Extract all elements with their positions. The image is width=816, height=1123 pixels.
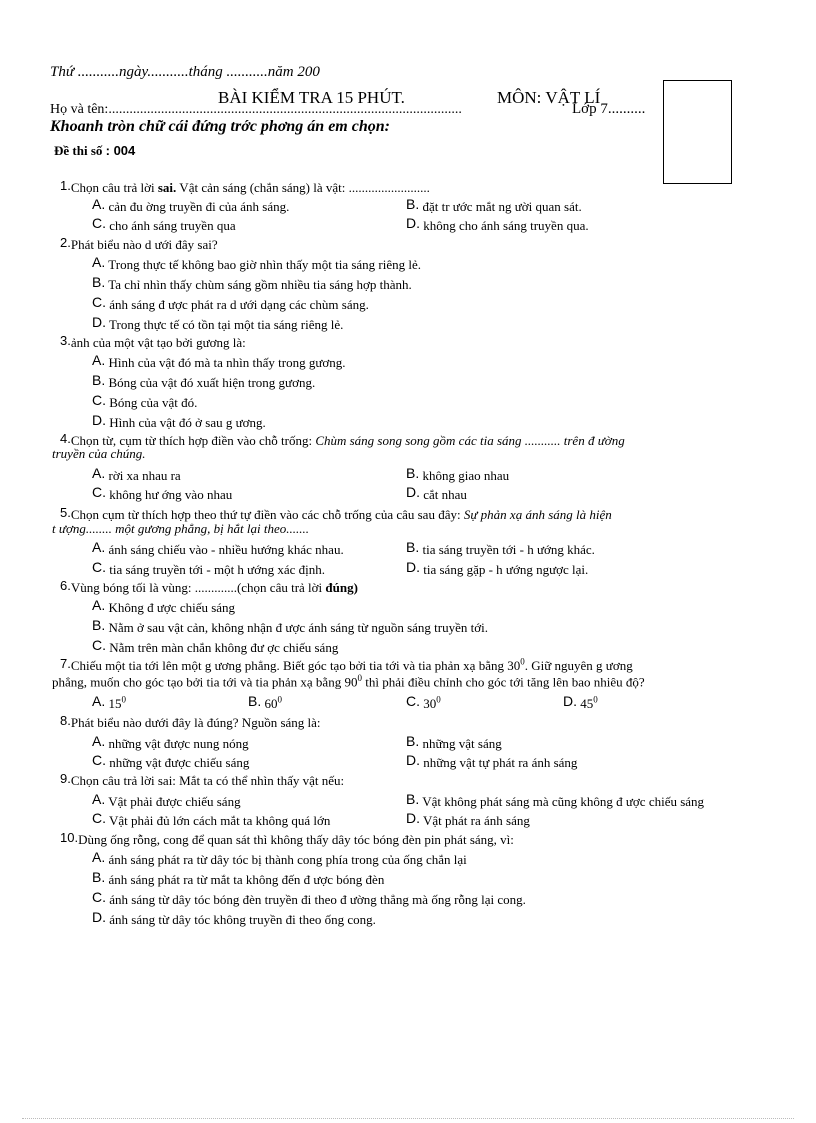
question-5-cont: t ượng........ một gương phẳng, bị hắt lại theo....... [52, 521, 309, 536]
q2-option-c[interactable]: C. ánh sáng đ ược phát ra d ưới dạng các chùm sáng. [92, 294, 369, 312]
exam-code-value: : 004 [105, 143, 136, 158]
q9-option-a[interactable]: A. Vật phải được chiếu sáng [92, 791, 241, 809]
q2-option-d[interactable]: D. Trong thực tế có tồn tại một tia sáng riêng lẻ. [92, 314, 344, 332]
q7-option-d[interactable]: D. $45^0$ [563, 693, 598, 711]
q3-option-a[interactable]: A. Hình của vật đó mà ta nhìn thấy trong gương. [92, 352, 346, 370]
q1-option-d[interactable]: D. không cho ánh sáng truyền qua. [406, 215, 589, 233]
q6-option-c[interactable]: C. Nằm trên màn chắn không đư ợc chiếu sáng [92, 637, 339, 655]
q9-option-b[interactable]: B. Vật không phát sáng mà cũng không đ ược chiếu sáng [406, 791, 705, 809]
question-7-cont: phẳng, muốn cho góc tạo bởi tia tới và tia phản xạ bằng $90^0$ thì phải điều chỉnh cho góc tới tăng lên bao nhiêu độ? [52, 673, 645, 690]
page-bottom-rule [22, 1118, 794, 1119]
q8-option-a[interactable]: A. những vật được nung nóng [92, 733, 249, 751]
q2-option-b[interactable]: B. Ta chỉ nhìn thấy chùm sáng gồm nhiều tia sáng hợp thành. [92, 274, 412, 292]
q2-option-a[interactable]: A. Trong thực tế không bao giờ nhìn thấy một tia sáng riêng lẻ. [92, 254, 422, 272]
q5-option-b[interactable]: B. tia sáng truyền tới - h ướng khác. [406, 539, 595, 557]
question-10: 10.Dùng ống rỗng, cong để quan sát thì không thấy dây tóc bóng đèn pin phát sáng, vì: [60, 830, 514, 847]
exam-code-label: Đề thi số [54, 143, 103, 158]
question-1: 1.Chọn câu trả lời sai. Vật cản sáng (chắn sáng) là vật: ......................... [60, 178, 430, 195]
question-5: 5.Chọn cụm từ thích hợp theo thứ tự điền vào các chỗ trống của câu sau đây: Sự phản xạ ánh sáng là hiện [60, 505, 612, 522]
q3-option-c[interactable]: C. Bóng của vật đó. [92, 392, 198, 410]
question-4-cont: truyền của chúng. [52, 446, 146, 461]
question-2: 2.Phát biểu nào d ưới đây sai? [60, 235, 218, 252]
q5-option-d[interactable]: D. tia sáng gặp - h ướng ngược lại. [406, 559, 589, 577]
question-4: 4.Chọn từ, cụm từ thích hợp điền vào chỗ trống: Chùm sáng song song gồm các tia sáng ........... trên đ ường [60, 431, 625, 448]
q8-option-b[interactable]: B. những vật sáng [406, 733, 502, 751]
exam-code [54, 143, 135, 159]
q10-option-c[interactable]: C. ánh sáng từ dây tóc bóng đèn truyền đi theo đ ường thẳng mà ống rỗng lại cong. [92, 889, 526, 907]
question-9: 9.Chọn câu trả lời sai: Mắt ta có thể nhìn thấy vật nếu: [60, 771, 345, 788]
q9-option-d[interactable]: D. Vật phát ra ánh sáng [406, 810, 530, 828]
q8-option-c[interactable]: C. những vật được chiếu sáng [92, 752, 250, 770]
q7-option-c[interactable]: C. $30^0$ [406, 693, 441, 711]
q6-option-a[interactable]: A. Không đ ược chiếu sáng [92, 597, 236, 615]
q4-option-b[interactable]: B. không giao nhau [406, 465, 510, 483]
q6-option-b[interactable]: B. Nằm ở sau vật cản, không nhận đ ược ánh sáng từ nguồn sáng truyền tới. [92, 617, 488, 635]
question-7: 7.Chiếu một tia tới lên một g ương phẳng. Biết góc tạo bởi tia tới và tia phản xạ bằng $30^0$. Giữ nguyên g ương [60, 656, 633, 673]
q3-option-b[interactable]: B. Bóng của vật đó xuất hiện trong gương. [92, 372, 316, 390]
q5-option-a[interactable]: A. ánh sáng chiếu vào - nhiều hướng khác nhau. [92, 539, 344, 557]
q5-option-c[interactable]: C. tia sáng truyền tới - một h ướng xác định. [92, 559, 326, 577]
name-line: Họ và tên:..................................................................................................... [50, 102, 462, 117]
q10-option-a[interactable]: A. ánh sáng phát ra từ dây tóc bị thành cong phía trong của ống chắn lại [92, 849, 467, 867]
q9-option-c[interactable]: C. Vật phải đủ lớn cách mắt ta không quá lớn [92, 810, 331, 828]
q1-option-b[interactable]: B. đặt tr ước mắt ng ười quan sát. [406, 196, 582, 214]
date-line: Thứ ...........ngày...........tháng ...........năm 200 [50, 64, 320, 80]
q7-option-b[interactable]: B. $60^0$ [248, 693, 282, 711]
class-line: Lớp 7.......... [572, 101, 646, 117]
subject-label: MÔN: VẬT LÍ [497, 88, 601, 107]
q4-option-c[interactable]: C. không hư ớng vào nhau [92, 484, 233, 502]
q1-option-a[interactable]: A. cản đu ờng truyền đi của ánh sáng. [92, 196, 290, 214]
photo-box [663, 80, 732, 184]
q8-option-d[interactable]: D. những vật tự phát ra ánh sáng [406, 752, 578, 770]
q7-option-a[interactable]: A. $15^0$ [92, 693, 126, 711]
q10-option-d[interactable]: D. ánh sáng từ dây tóc không truyền đi theo ống cong. [92, 909, 376, 927]
question-6: 6.Vùng bóng tối là vùng: .............(chọn câu trả lời đúng) [60, 578, 358, 595]
question-8: 8.Phát biểu nào dưới đây là đúng? Nguồn sáng là: [60, 713, 321, 730]
question-3: 3.ảnh của một vật tạo bởi gương là: [60, 333, 246, 350]
q4-option-d[interactable]: D. cắt nhau [406, 484, 467, 502]
q1-option-c[interactable]: C. cho ánh sáng truyền qua [92, 215, 236, 233]
instruction: Khoanh tròn chữ cái đứng trớc phơng án em chọn: [50, 118, 390, 135]
exam-title: BÀI KIỂM TRA 15 PHÚT. [218, 88, 405, 107]
q4-option-a[interactable]: A. rời xa nhau ra [92, 465, 181, 483]
q10-option-b[interactable]: B. ánh sáng phát ra từ mắt ta không đến đ ược bóng đèn [92, 869, 385, 887]
q3-option-d[interactable]: D. Hình của vật đó ở sau g ương. [92, 412, 266, 430]
